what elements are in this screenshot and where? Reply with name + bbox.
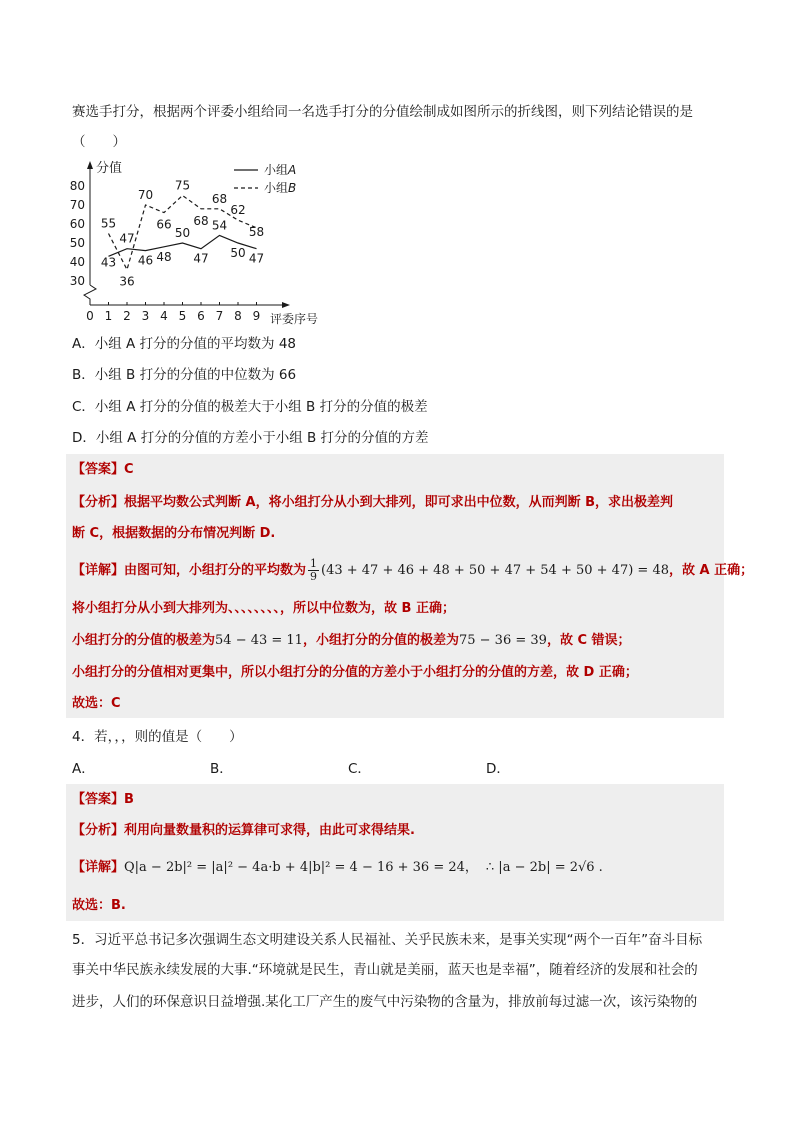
data-label-group-a: 50 (230, 246, 246, 260)
option-d: D．小组 A 打分的分值的方差小于小组 B 打分的分值的方差 (72, 430, 429, 446)
y-axis-arrow (87, 161, 93, 169)
q4-option-d: D． (486, 761, 510, 777)
answer-block-q3 (66, 454, 754, 718)
option-a: A．小组 A 打分的分值的平均数为 48 (72, 336, 297, 352)
q5-line2: 事关中华民族永续发展的大事.“环境就是民生，青山就是美丽，蓝天也是幸福”，随着经济的发展和社会的 (72, 962, 698, 978)
y-tick-label: 40 (69, 255, 85, 269)
mean-expression: (43 + 47 + 46 + 48 + 50 + 47 + 54 + 50 + 47) = 48 (321, 563, 669, 578)
q5-line1: 5．习近平总书记多次强调生态文明建设关系人民福祉、关乎民族未来，是事关实现“两个一百年”奋斗目标 (72, 932, 703, 948)
answer-label: 【答案】B (72, 792, 134, 807)
data-label-group-b: 68 (211, 191, 228, 206)
detail-suffix: ，故 A 正确； (669, 563, 754, 578)
x-tick-label: 5 (178, 309, 187, 323)
q4-option-a: A． (72, 761, 95, 777)
detail-line4: 小组打分的分值相对更集中，所以小组打分的分值的方差小于小组打分的分值的方差，故 D 正确； (72, 665, 638, 680)
data-label-group-b: 70 (137, 188, 154, 202)
x-tick-label: 3 (141, 309, 150, 323)
y-axis-label: 分值 (96, 161, 123, 176)
y-tick-label: 70 (69, 198, 85, 212)
legend-label-group-a: 小组A (264, 163, 297, 177)
detail-line1 (72, 558, 753, 583)
y-axis-break (84, 285, 96, 305)
x-axis-arrow (282, 302, 290, 308)
data-label-group-b: 62 (230, 203, 246, 218)
x-tick-label: 0 (86, 309, 94, 323)
analysis-line2: 断 C，根据数据的分布情况判断 D. (72, 526, 276, 541)
y-tick-label: 60 (69, 217, 85, 231)
x-tick-label: 6 (197, 309, 205, 323)
line-chart (66, 155, 336, 330)
q4-options (72, 759, 532, 779)
answer-label: 【答案】C (72, 462, 134, 477)
y-tick-label: 50 (69, 236, 85, 250)
data-label-group-b: 75 (174, 178, 191, 193)
legend (234, 163, 296, 195)
question-stem-line2: （ ） (72, 134, 126, 150)
data-label-group-a: 54 (211, 218, 228, 233)
data-label-group-a: 47 (119, 231, 135, 246)
q4-stem: 4．若，，，则的值是（ ） (72, 729, 243, 745)
vector-expression: Q|a − 2b|² = |a|² − 4a·b + 4|b|² = 4 − 16 + 36 = 24， (124, 860, 478, 875)
data-label-group-b: 66 (156, 217, 172, 232)
data-label-group-a: 47 (193, 251, 209, 266)
choose-line: 故选：B. (72, 898, 126, 913)
data-label-group-a: 46 (137, 253, 154, 268)
vector-result: ∴ |a − 2b| = 2√6 . (485, 860, 603, 875)
data-label-group-b: 55 (100, 216, 117, 231)
data-label-group-b: 68 (193, 213, 209, 228)
detail-line2: 将小组打分从小到大排列为、、、、、、、、，所以中位数为，故 B 正确； (72, 601, 455, 616)
analysis-line1: 【分析】根据平均数公式判断 A，将小组打分从小到大排列，即可求出中位数，从而判断 B，求出极差判 (72, 495, 674, 510)
y-tick-label: 30 (69, 274, 85, 288)
fraction-one-ninth: $\frac{1}{9}$ (310, 557, 318, 583)
option-b: B．小组 B 打分的分值的中位数为 66 (72, 367, 297, 383)
x-tick-label: 9 (252, 309, 261, 323)
x-tick-label: 7 (215, 309, 224, 323)
x-tick-label: 4 (160, 309, 168, 323)
x-tick-label: 8 (234, 309, 242, 323)
q5-line3: 进步，人们的环保意识日益增强.某化工厂产生的废气中污染物的含量为，排放前每过滤一次，该污染物的 (72, 994, 698, 1010)
x-axis-label: 评委序号 (270, 312, 319, 326)
data-label-group-a: 47 (248, 251, 265, 266)
x-tick-label: 2 (123, 309, 131, 323)
answer-block-q4 (66, 784, 724, 921)
detail-line3: 小组打分的分值的极差为54 − 43 = 11，小组打分的分值的极差为75 − 36 = 39，故 C 错误； (72, 633, 631, 648)
choose-line: 故选：C (72, 696, 121, 711)
data-label-group-a: 50 (174, 226, 191, 240)
detail-line: 【详解】Q|a − 2b|² = |a|² − 4a·b + 4|b|² = 4 − 16 + 36 = 24， ∴ |a − 2b| = 2√6 . (72, 860, 603, 875)
data-label-group-a: 48 (156, 249, 172, 264)
data-label-group-b: 36 (119, 274, 135, 289)
q4-option-b: B． (210, 761, 233, 777)
analysis-line: 【分析】利用向量数量积的运算律可求得，由此可求得结果. (72, 823, 415, 838)
q4-option-c: C． (348, 761, 371, 777)
question-stem-line1: 赛选手打分，根据两个评委小组给同一名选手打分的分值绘制成如图所示的折线图，则下列结论错误的是 (72, 104, 693, 120)
data-label-group-b: 58 (248, 224, 265, 239)
data-label-group-a: 43 (100, 255, 117, 270)
legend-label-group-b: 小组B (264, 181, 297, 195)
detail-prefix: 【详解】由图可知，小组打分的平均数为 (72, 563, 307, 578)
y-tick-label: 80 (69, 179, 85, 193)
option-c: C．小组 A 打分的分值的极差大于小组 B 打分的分值的极差 (72, 399, 428, 415)
x-tick-label: 1 (104, 309, 113, 323)
